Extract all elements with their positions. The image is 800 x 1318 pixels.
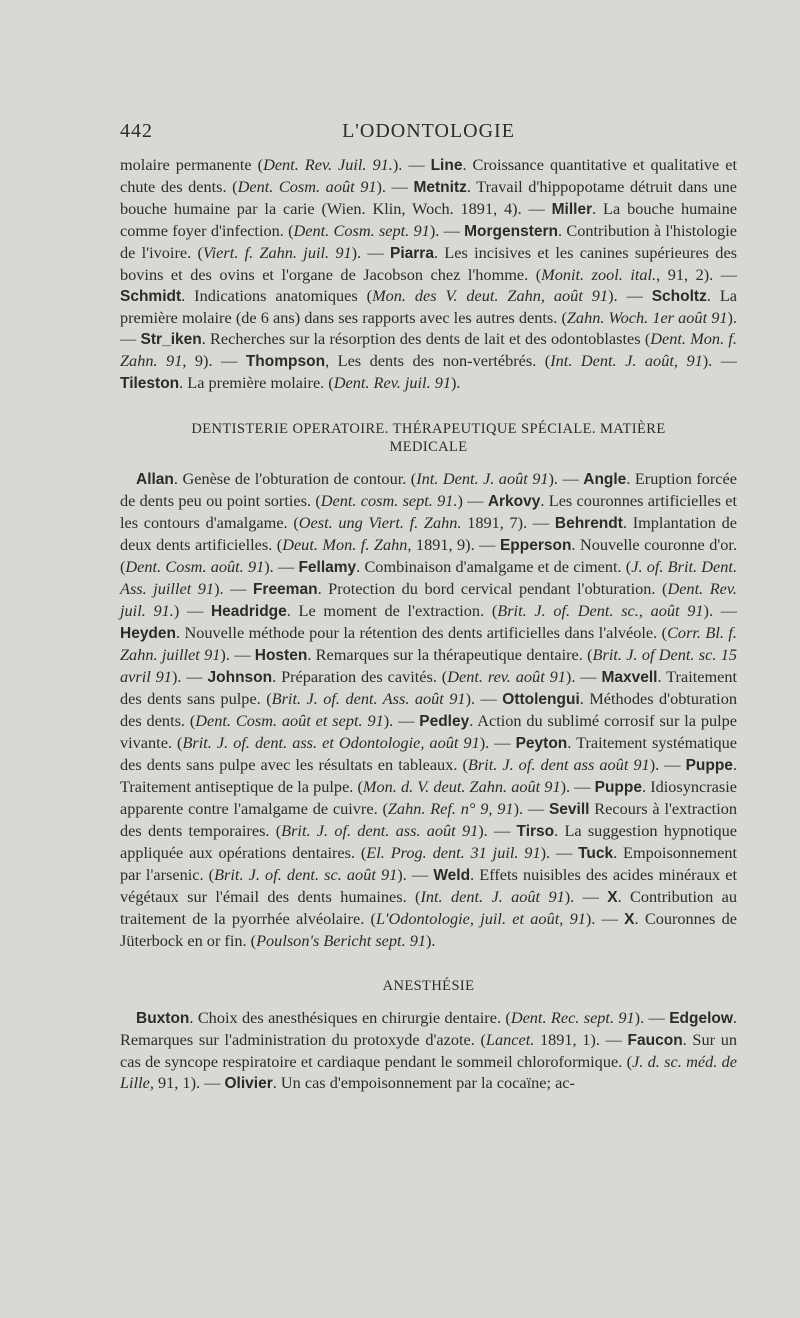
author-name: Epperson: [499, 537, 572, 554]
citation-source: Dent. Rec. sept. 91: [510, 1008, 635, 1027]
section-heading-line: ANESTHÉSIE: [382, 978, 475, 994]
citation-source: Int. Dent. J. août, 91: [550, 351, 703, 370]
entry-text: ). —: [702, 351, 738, 370]
section-heading-line: DENTISTERIE OPERATOIRE. THÉRAPEUTIQUE SPÉCIALE. MATIÈRE: [191, 421, 666, 437]
entry-text: ). —: [397, 865, 434, 884]
author-name: Olivier: [224, 1075, 273, 1092]
entry-text: . La première molaire. (: [179, 373, 334, 392]
author-name: Tileston: [120, 375, 180, 392]
citation-source: Corr. Bl. f. Zahn. juillet 91: [120, 623, 737, 664]
author-name: Puppe: [685, 757, 733, 774]
entry-text: . Sur un cas de syncope respiratoire et cardiaque pendant le sommeil chloroformique. (: [120, 1030, 737, 1071]
citation-source: Zahn. Woch. 1er août 91: [566, 308, 728, 327]
entry-text: ). —: [560, 777, 595, 796]
citation-source: J. d. sc. méd. de Lille,: [120, 1052, 738, 1092]
entry-text: . Les incisives et les canines supérieures des bovins et des ovins et l'organe de Jacobson chez l'homme. (: [120, 243, 738, 284]
page-content: [120, 154, 737, 1094]
entry-text: . Implantation de deux dents artificielles. (: [120, 513, 737, 554]
section-heading-line: MEDICALE: [389, 439, 468, 455]
citation-source: L'Odontologie, juil. et août, 91: [375, 909, 586, 928]
citation-source: Viert. f. Zahn. juil. 91: [202, 243, 352, 262]
author-name: Faucon: [627, 1032, 683, 1049]
bibliography-paragraph: [120, 154, 737, 394]
entry-text: , Les dents des non-vertébrés. (: [325, 351, 551, 370]
entry-text: ). —: [376, 177, 414, 196]
entry-text: ). —: [120, 308, 737, 348]
entry-text: . La suggestion hypnotique appliquée aux opérations dentaires. (: [120, 821, 737, 862]
author-name: X: [624, 911, 635, 928]
entry-text: . Nouvelle couronne d'or. (: [120, 535, 738, 576]
citation-source: Dent. Rev. juil. 91: [333, 373, 451, 392]
entry-text: . Action du sublimé corrosif sur la pulpe vivante. (: [120, 711, 737, 752]
entry-text: . Empoisonnement par l'arsenic. (: [120, 843, 737, 884]
entry-text: ). —: [548, 469, 584, 488]
entry-text: . Combinaison d'amalgame et de ciment. (: [356, 557, 632, 576]
author-name: Piarra: [390, 245, 434, 262]
entry-text: . Choix des anesthésiques en chirurgie dentaire. (: [189, 1008, 511, 1027]
entry-text: . Recherches sur la résorption des dents de lait et des odontoblastes (: [201, 329, 651, 348]
entry-text: ). —: [478, 821, 517, 840]
author-name: Behrendt: [554, 515, 623, 532]
entry-text: ). —: [214, 579, 253, 598]
entry-text: ). —: [608, 286, 652, 305]
citation-source: Int. dent. J. août 91: [420, 887, 565, 906]
entry-text: ). —: [479, 733, 516, 752]
citation-source: Brit. J. of. dent. ass. et Odontologie, août 91: [182, 733, 480, 752]
entry-text: . Effets nuisibles des acides minéraux et végétaux sur l'émail des dents humaines. (: [120, 865, 737, 906]
citation-source: Dent. Cosm. août et sept. 91: [195, 711, 384, 730]
author-name: Maxvell: [601, 669, 658, 686]
citation-source: Dent. Cosm. sept. 91: [293, 221, 430, 240]
author-name: Weld: [433, 867, 471, 884]
citation-source: Int. Dent. J. août 91: [416, 469, 549, 488]
entry-text: ). —: [171, 667, 208, 686]
author-name: X: [607, 889, 618, 906]
author-name: Pedley: [419, 713, 470, 730]
author-name: Allan: [136, 471, 174, 488]
citation-source: Brit. J. of. dent. ass. août 91: [281, 821, 479, 840]
author-name: Buxton: [136, 1010, 190, 1027]
entry-text: ). —: [264, 557, 299, 576]
entry-text: 1891, 7). —: [461, 513, 555, 532]
entry-text: ). —: [649, 755, 686, 774]
entry-text: . Les couronnes artificielles et les contours d'amalgame. (: [120, 491, 738, 532]
author-name: Str_iken: [140, 331, 202, 348]
citation-source: Dent. Rev. Juil. 91.: [263, 155, 393, 174]
author-name: Tuck: [578, 845, 614, 862]
entry-text: ). —: [634, 1008, 670, 1027]
author-name: Miller: [551, 201, 593, 218]
entry-text: Recours à l'extraction des dents temporaires. (: [120, 799, 737, 840]
citation-source: El. Prog. dent. 31 juil. 91: [366, 843, 541, 862]
citation-source: J. of. Brit. Dent. Ass. juillet 91: [120, 557, 738, 598]
author-name: Headridge: [210, 603, 287, 620]
entry-text: 1891, 1). —: [534, 1030, 628, 1049]
author-name: Thompson: [245, 353, 326, 370]
author-name: Scholtz: [651, 288, 707, 305]
entry-text: . Le moment de l'extraction. (: [286, 601, 498, 620]
entry-text: ). —: [564, 887, 608, 906]
citation-source: Dent. Cosm. août. 91: [125, 557, 265, 576]
citation-source: Dent. Mon. f. Zahn. 91: [120, 329, 737, 370]
bibliography-paragraph: [120, 1007, 737, 1094]
author-name: Freeman: [252, 581, 318, 598]
author-name: Morgenstern: [464, 223, 559, 240]
entry-text: ) —: [173, 601, 211, 620]
entry-text: ). —: [429, 221, 465, 240]
citation-source: Dent. rev. août 91: [447, 667, 566, 686]
author-name: Tirso: [516, 823, 555, 840]
running-title: L'ODONTOLOGIE: [342, 120, 515, 142]
entry-text: ). —: [351, 243, 390, 262]
author-name: Puppe: [594, 779, 642, 796]
page-number: 442: [120, 120, 153, 142]
author-name: Metnitz: [413, 179, 467, 196]
entry-text: . Eruption forcée de dents peu ou point sorties. (: [120, 469, 737, 510]
entry-text: . Traitement des dents sans pulpe. (: [120, 667, 738, 708]
entry-text: , 9). —: [182, 351, 246, 370]
author-name: Hosten: [254, 647, 308, 664]
entry-text: 91, 1). —: [153, 1073, 225, 1092]
entry-text: molaire permanente (: [120, 155, 264, 174]
entry-text: . Traitement systématique des dents sans pulpe avec les résultats en tableaux. (: [120, 733, 738, 774]
entry-text: . Préparation des cavités. (: [272, 667, 448, 686]
author-name: Heyden: [120, 625, 176, 642]
entry-text: 1891, 9). —: [411, 535, 500, 554]
author-name: Peyton: [515, 735, 568, 752]
entry-text: , 91, 2). —: [656, 265, 737, 284]
entry-text: ). —: [465, 689, 503, 708]
citation-source: Dent. Cosm. août 91: [237, 177, 377, 196]
entry-text: . Travail d'hippopotame détruit dans une bouche humaine par la carie (Wien. Klin, Woch. 1891, 4). —: [120, 177, 737, 218]
author-name: Angle: [583, 471, 627, 488]
entry-text: ). —: [585, 909, 625, 928]
entry-text: . Couronnes de Jüterbock en or fin. (: [120, 909, 738, 950]
citation-source: Dent. Rev. juil. 91.: [120, 579, 737, 620]
entry-text: . Idiosyncrasie apparente contre l'amalgame de cuivre. (: [120, 777, 737, 818]
entry-text: . Contribution à l'histologie de l'ivoire. (: [120, 221, 738, 262]
entry-text: ). —: [392, 155, 431, 174]
entry-text: . Remarques sur la thérapeutique dentaire. (: [307, 645, 593, 664]
entry-text: . Genèse de l'obturation de contour. (: [173, 469, 417, 488]
entry-text: ). —: [220, 645, 255, 664]
author-name: Schmidt: [120, 288, 182, 305]
entry-text: ). —: [565, 667, 602, 686]
bibliography-paragraph: [120, 468, 737, 951]
author-name: Johnson: [207, 669, 273, 686]
entry-text: . Contribution au traitement de la pyorrhée alvéolaire. (: [120, 887, 737, 928]
citation-source: Oest. ung Viert. f. Zahn.: [298, 513, 462, 532]
author-name: Fellamy: [298, 559, 357, 576]
entry-text: ). —: [540, 843, 579, 862]
entry-text: . Croissance quantitative et qualitative et chute des dents. (: [120, 155, 737, 196]
entry-text: ). —: [383, 711, 420, 730]
citation-source: Brit. J. of. dent ass août 91: [467, 755, 650, 774]
citation-source: Lancet.: [485, 1030, 535, 1049]
citation-source: Brit. J. of. dent. Ass. août 91: [271, 689, 466, 708]
citation-source: Brit. J. of. dent. sc. août 91: [214, 865, 398, 884]
author-name: Sevill: [548, 801, 590, 818]
page-header: [120, 120, 737, 154]
entry-text: ) —: [457, 491, 488, 510]
citation-source: Mon. des V. deut. Zahn, août 91: [372, 286, 609, 305]
entry-text: . Indications anatomiques (: [181, 286, 373, 305]
entry-text: . La bouche humaine comme foyer d'infection. (: [120, 199, 738, 240]
entry-text: ). —: [703, 601, 738, 620]
citation-source: Poulson's Bericht sept. 91: [256, 931, 426, 950]
author-name: Arkovy: [487, 493, 541, 510]
entry-text: . Méthodes d'obturation des dents. (: [120, 689, 737, 730]
citation-source: Dent. cosm. sept. 91.: [320, 491, 458, 510]
entry-text: . Nouvelle méthode pour la rétention des dents artificielles dans l'alvéole. (: [176, 623, 668, 642]
entry-text: ).: [426, 931, 436, 950]
entry-text: . Protection du bord cervical pendant l'obturation. (: [317, 579, 668, 598]
entry-text: . Remarques sur l'administration du protoxyde d'azote. (: [120, 1008, 737, 1049]
entry-text: ).: [451, 373, 461, 392]
author-name: Line: [430, 157, 463, 174]
citation-source: Mon. d. V. deut. Zahn. août 91: [362, 777, 561, 796]
author-name: Edgelow: [669, 1010, 733, 1027]
citation-source: Brit. J. of Dent. sc. 15 avril 91: [120, 645, 737, 686]
citation-source: Deut. Mon. f. Zahn,: [282, 535, 412, 554]
citation-source: Zahn. Ref. n° 9, 91: [387, 799, 514, 818]
citation-source: Brit. J. of. Dent. sc., août 91: [497, 601, 704, 620]
section-heading: [120, 420, 737, 456]
entry-text: . La première molaire (de 6 ans) dans ses rapports avec les autres dents. (: [120, 286, 737, 327]
author-name: Ottolengui: [502, 691, 580, 708]
section-heading: [120, 977, 737, 995]
entry-text: . Un cas d'empoisonnement par la cocaïne; ac-: [272, 1073, 575, 1092]
entry-text: . Traitement antiseptique de la pulpe. (: [120, 755, 738, 796]
citation-source: Monit. zool. ital.: [541, 265, 657, 284]
entry-text: ). —: [513, 799, 549, 818]
